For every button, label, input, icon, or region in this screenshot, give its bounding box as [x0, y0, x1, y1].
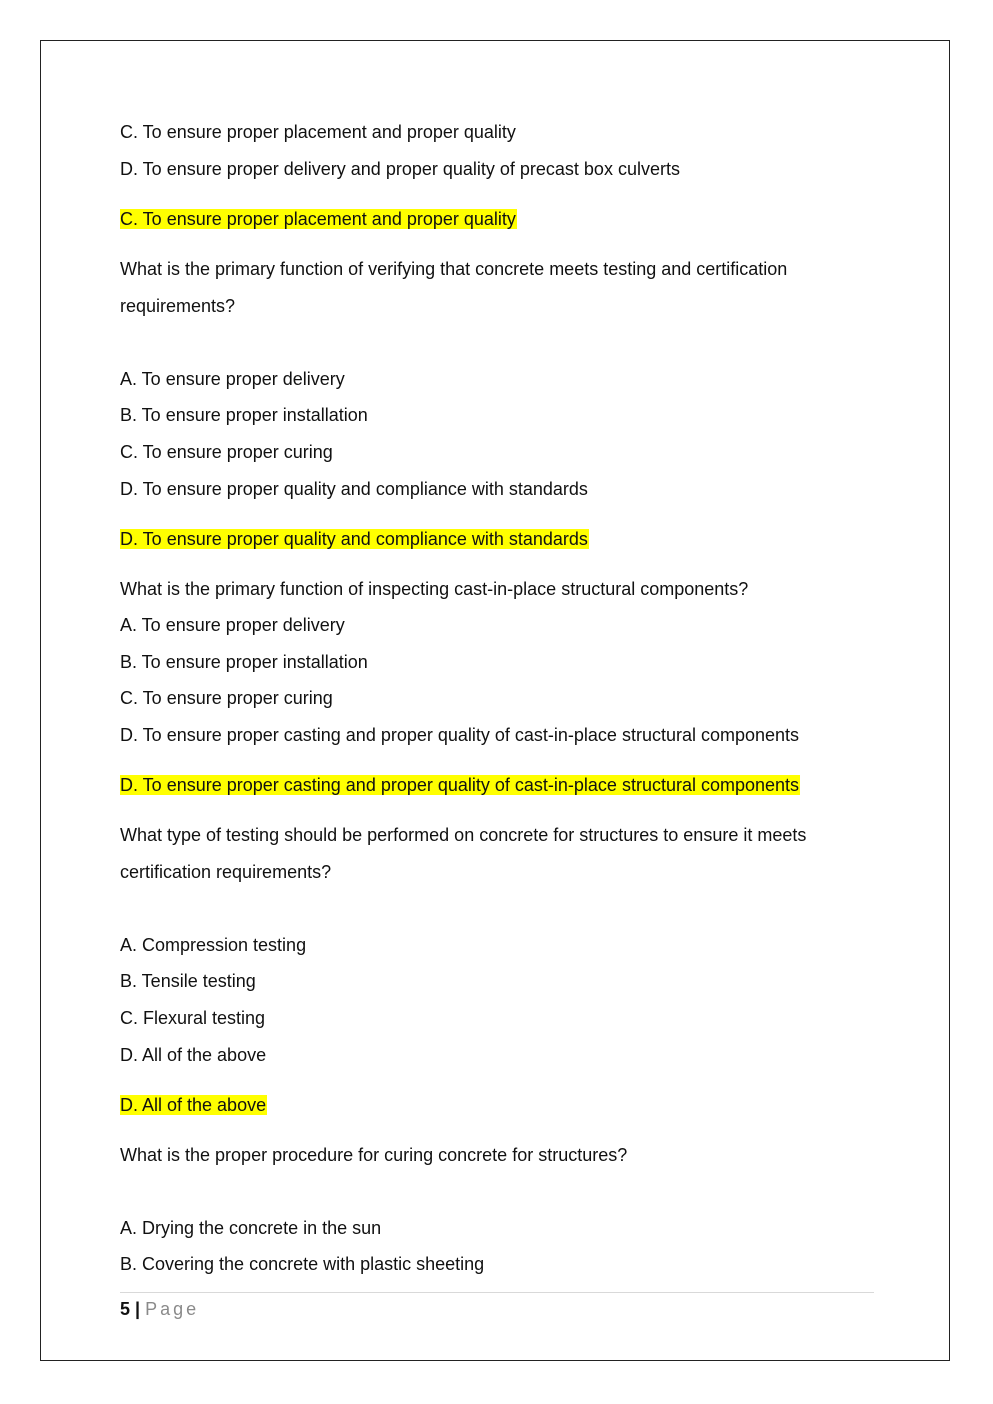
question-line: requirements? — [120, 296, 236, 316]
option-line: C. Flexural testing — [120, 1008, 266, 1028]
highlighted-answer: D. To ensure proper quality and compliance with standards — [120, 529, 588, 549]
option-line: D. To ensure proper delivery and proper quality of precast box culverts — [120, 159, 680, 179]
footer-divider — [120, 1292, 874, 1293]
page-word: Page — [145, 1299, 200, 1319]
page-number: 5 — [120, 1299, 131, 1319]
answer-line — [120, 527, 589, 551]
option-line: B. To ensure proper installation — [120, 652, 368, 672]
question-line: What type of testing should be performed on concrete for structures to ensure it meets — [120, 825, 807, 845]
question-line: What is the primary function of inspecting cast-in-place structural components? — [120, 579, 749, 599]
answer-line — [120, 773, 800, 797]
option-line: A. Drying the concrete in the sun — [120, 1218, 382, 1238]
answer-line — [120, 207, 517, 231]
option-line: B. Tensile testing — [120, 971, 256, 991]
answer-line — [120, 1093, 267, 1117]
highlighted-answer: D. All of the above — [120, 1095, 267, 1115]
question-line: certification requirements? — [120, 862, 332, 882]
question-line: What is the primary function of verifying that concrete meets testing and certification — [120, 259, 788, 279]
option-line: B. To ensure proper installation — [120, 405, 368, 425]
option-line: D. All of the above — [120, 1045, 267, 1065]
option-line: C. To ensure proper curing — [120, 688, 333, 708]
option-line: A. To ensure proper delivery — [120, 615, 345, 635]
option-line: D. To ensure proper casting and proper quality of cast-in-place structural components — [120, 725, 800, 745]
footer-separator: | — [135, 1299, 141, 1319]
option-line: B. Covering the concrete with plastic sheeting — [120, 1254, 485, 1274]
option-line: C. To ensure proper curing — [120, 442, 333, 462]
option-line: A. Compression testing — [120, 935, 307, 955]
highlighted-answer: D. To ensure proper casting and proper quality of cast-in-place structural components — [120, 775, 800, 795]
option-line: D. To ensure proper quality and compliance with standards — [120, 479, 588, 499]
option-line: A. To ensure proper delivery — [120, 369, 345, 389]
highlighted-answer: C. To ensure proper placement and proper quality — [120, 209, 516, 229]
question-line: What is the proper procedure for curing concrete for structures? — [120, 1145, 628, 1165]
option-line: C. To ensure proper placement and proper quality — [120, 122, 516, 142]
page-footer — [120, 1297, 199, 1321]
